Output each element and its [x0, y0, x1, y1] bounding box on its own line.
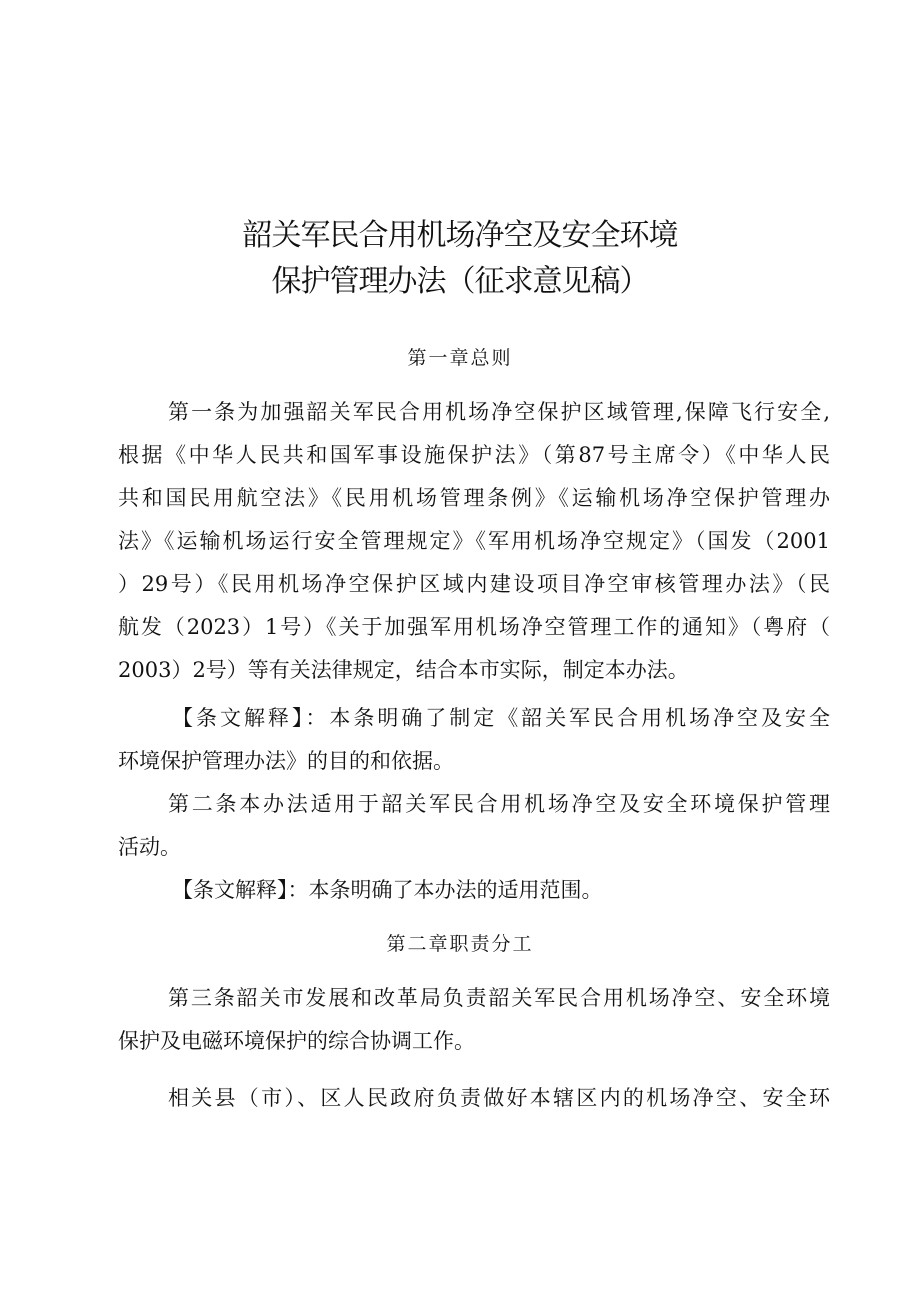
article-1-line: ）29号）《民用机场净空保护区域内建设项目净空审核管理办法》（民: [118, 572, 830, 596]
document-title-line-2: 保护管理办法（征求意见稿）: [271, 264, 649, 299]
article-3-line: 保护及电磁环境保护的综合协调工作。: [118, 1029, 475, 1053]
article-1-line: 2003）2号）等有关法律规定，结合本市实际，制定本办法。: [118, 658, 689, 682]
article-2-line: 第二条本办法适用于韶关军民合用机场净空及安全环境保护管理: [168, 792, 830, 816]
article-1-line: 航发（2023）1号）《关于加强军用机场净空管理工作的通知》（粤府（: [118, 615, 830, 639]
article-1-line: 根据《中华人民共和国军事设施保护法》（第87号主席令）《中华人民: [118, 443, 830, 467]
article-3-line: 第三条韶关市发展和改革局负责韶关军民合用机场净空、安全环境: [168, 986, 830, 1010]
article-1-line: 共和国民用航空法》《民用机场管理条例》《运输机场净空保护管理办: [118, 486, 830, 510]
article-1-line: 法》《运输机场运行安全管理规定》《军用机场净空规定》（国发（2001: [118, 529, 830, 553]
article-1-note-line: 【条文解释】：本条明确了制定《韶关军民合用机场净空及安全: [172, 706, 830, 730]
chapter-2-heading: 第二章职责分工: [386, 933, 534, 955]
document-title-line-1: 韶关军民合用机场净空及安全环境: [242, 218, 678, 253]
article-2-line: 活动。: [118, 835, 181, 859]
chapter-1-heading: 第一章总则: [407, 347, 513, 369]
article-2-note: 【条文解释】：本条明确了本办法的适用范围。: [172, 878, 603, 902]
article-1-note-line: 环境保护管理办法》的目的和依据。: [118, 749, 454, 773]
article-1-line: 第一条为加强韶关军民合用机场净空保护区域管理,保障飞行安全,: [168, 400, 830, 424]
article-3-paragraph-2: 相关县（市）、区人民政府负责做好本辖区内的机场净空、安全环: [168, 1086, 830, 1110]
